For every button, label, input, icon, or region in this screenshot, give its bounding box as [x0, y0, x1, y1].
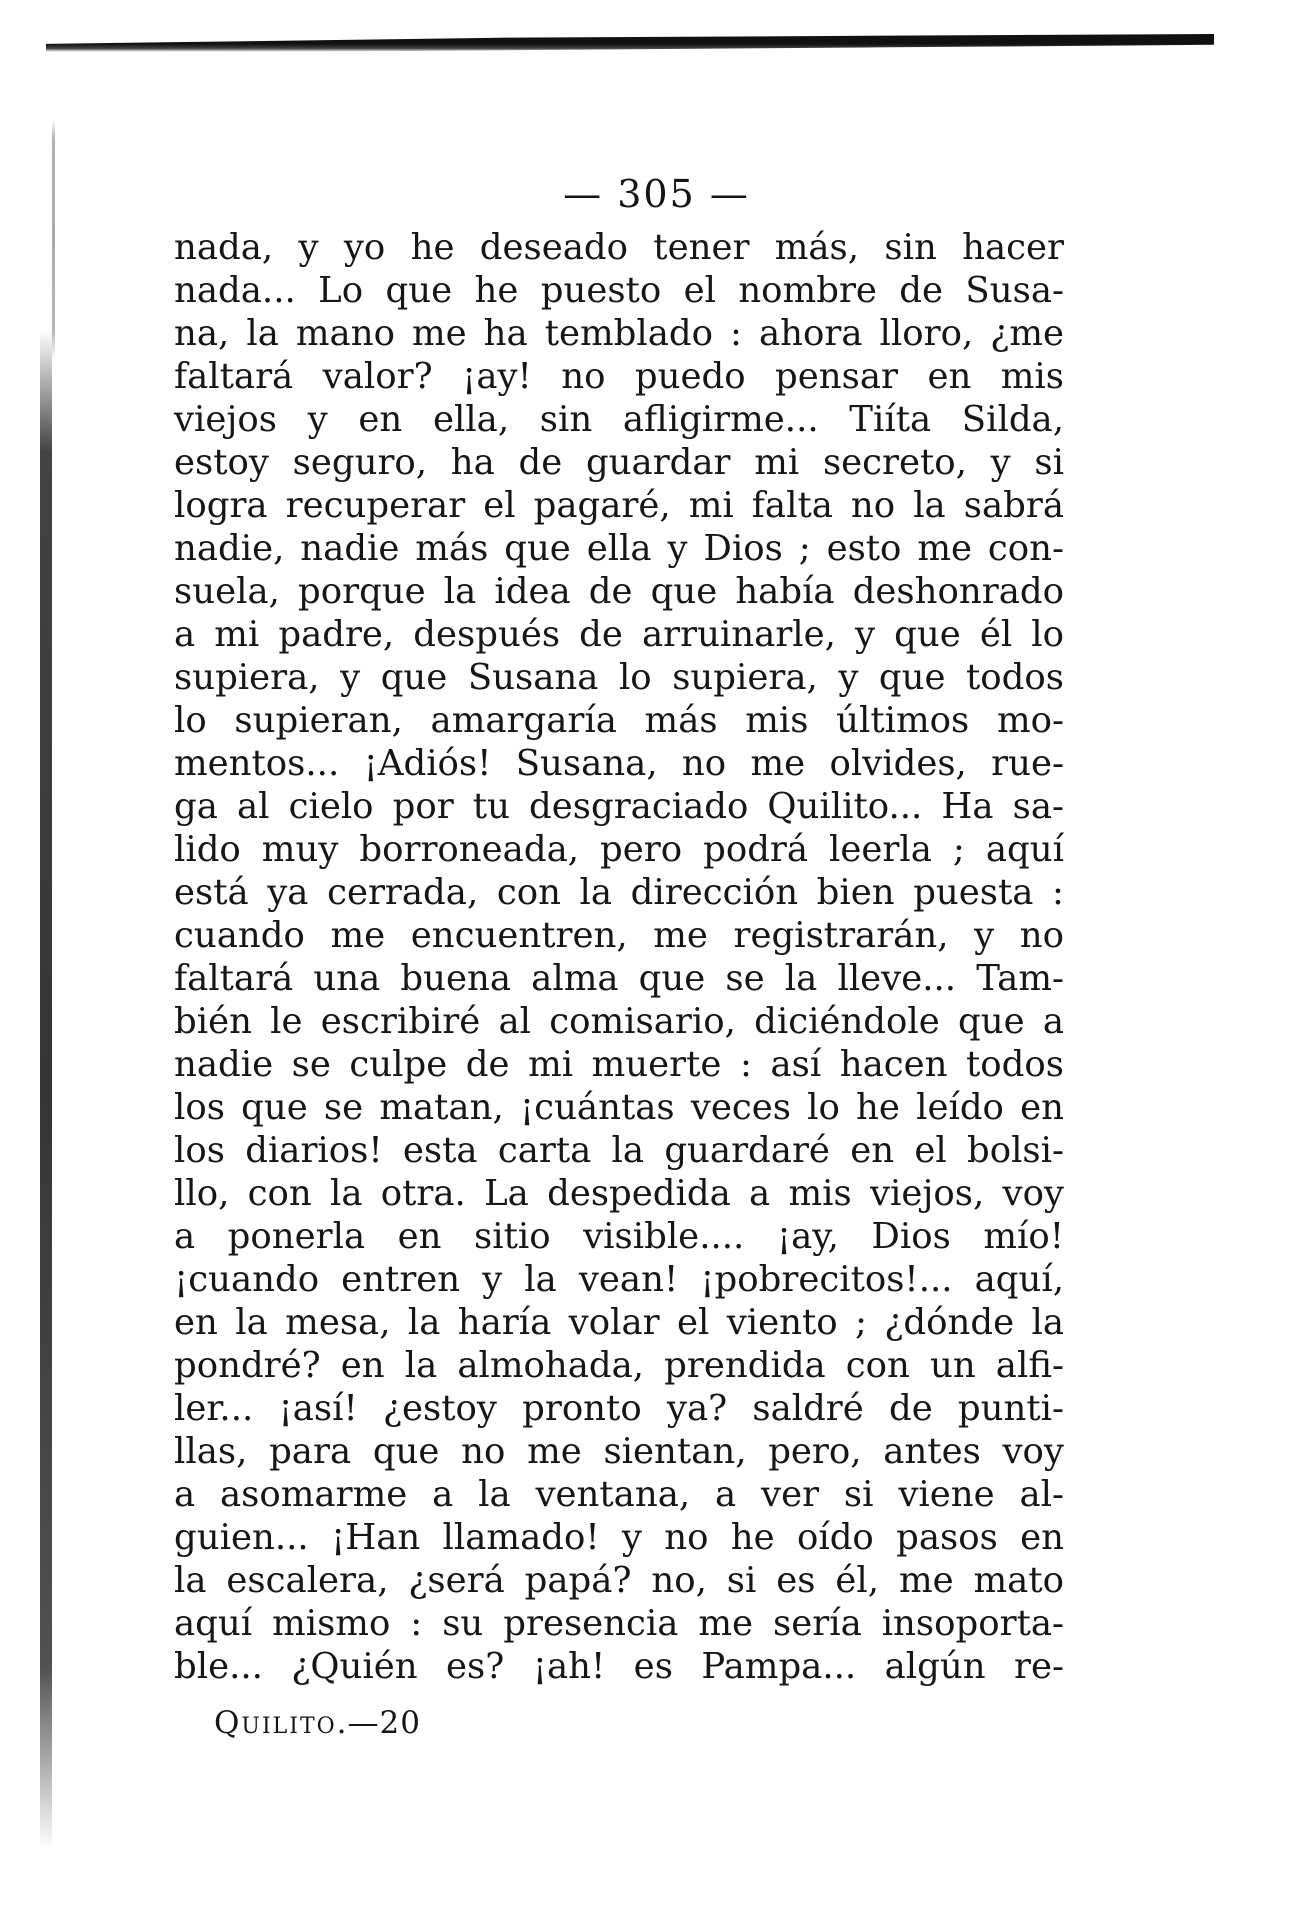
- text-line: los diarios! esta carta la guardaré en el bolsi-: [174, 1130, 1064, 1171]
- text-line: nada, y yo he deseado tener más, sin hacer: [174, 227, 1064, 268]
- text-line: llas, para que no me sientan, pero, antes voy: [174, 1431, 1064, 1472]
- text-line: suela, porque la idea de que había deshonrado: [174, 571, 1064, 612]
- signature-mark: [214, 1705, 421, 1741]
- text-line: guien... ¡Han llamado! y no he oído pasos en: [174, 1517, 1064, 1558]
- text-line: bién le escribiré al comisario, diciéndole que a: [174, 1001, 1064, 1042]
- signature-title: Quilito: [214, 1705, 337, 1741]
- text-line: ble... ¿Quién es? ¡ah! es Pampa... algún re-: [174, 1646, 1064, 1687]
- text-line: cuando me encuentren, me registrarán, y no: [174, 915, 1064, 956]
- text-line: nada... Lo que he puesto el nombre de Susa-: [174, 270, 1064, 311]
- text-line: ¡cuando entren y la vean! ¡pobrecitos!... aquí,: [174, 1259, 1064, 1300]
- text-line: nadie se culpe de mi muerte : así hacen todos: [174, 1044, 1064, 1085]
- text-line: faltará una buena alma que se la lleve... Tam-: [174, 958, 1064, 999]
- text-line: aquí mismo : su presencia me sería insoporta-: [174, 1603, 1064, 1644]
- text-line: nadie, nadie más que ella y Dios ; esto me con-: [174, 528, 1064, 569]
- text-line: mentos... ¡Adiós! Susana, no me olvides, rue-: [174, 743, 1064, 784]
- gutter-shadow: [40, 330, 52, 1850]
- text-line: la escalera, ¿será papá? no, si es él, me mato: [174, 1560, 1064, 1601]
- text-line: en la mesa, la haría volar el viento ; ¿dónde la: [174, 1302, 1064, 1343]
- text-line: pondré? en la almohada, prendida con un alfi-: [174, 1345, 1064, 1386]
- text-line: ler... ¡así! ¿estoy pronto ya? saldré de punti-: [174, 1388, 1064, 1429]
- text-line: está ya cerrada, con la dirección bien puesta :: [174, 872, 1064, 913]
- text-line: a ponerla en sitio visible.... ¡ay, Dios mío!: [174, 1216, 1064, 1257]
- text-line: viejos y en ella, sin afligirme... Tiíta Silda,: [174, 399, 1064, 440]
- text-line: lo supieran, amargaría más mis últimos mo-: [174, 700, 1064, 741]
- text-line: logra recuperar el pagaré, mi falta no la sabrá: [174, 485, 1064, 526]
- gutter-shadow-thin: [52, 120, 55, 360]
- text-line: a asomarme a la ventana, a ver si viene al-: [174, 1474, 1064, 1515]
- page-number: — 305 —: [563, 172, 750, 216]
- body-text: [174, 226, 1064, 1688]
- text-line: estoy seguro, ha de guardar mi secreto, y si: [174, 442, 1064, 483]
- text-line: na, la mano me ha temblado : ahora lloro, ¿me: [174, 313, 1064, 354]
- text-line: llo, con la otra. La despedida a mis viejos, voy: [174, 1173, 1064, 1214]
- signature-number: 20: [379, 1705, 421, 1741]
- text-line: faltará valor? ¡ay! no puedo pensar en mis: [174, 356, 1064, 397]
- text-line: los que se matan, ¡cuántas veces lo he leído en: [174, 1087, 1064, 1128]
- text-line: a mi padre, después de arruinarle, y que él lo: [174, 614, 1064, 655]
- text-line: lido muy borroneada, pero podrá leerla ; aquí: [174, 829, 1064, 870]
- top-rule-divider: [46, 34, 1214, 52]
- text-line: supiera, y que Susana lo supiera, y que todos: [174, 657, 1064, 698]
- signature-separator: .—: [336, 1705, 380, 1741]
- text-line: ga al cielo por tu desgraciado Quilito... Ha sa-: [174, 786, 1064, 827]
